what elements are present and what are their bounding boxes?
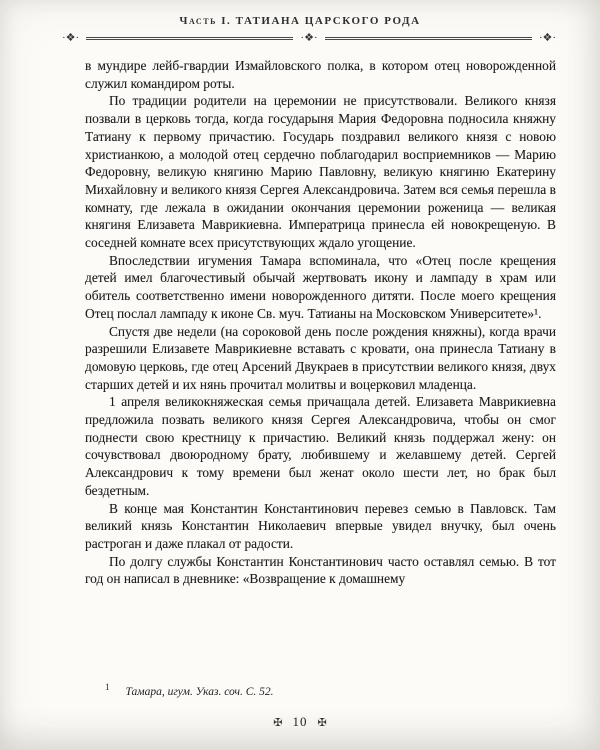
page-number-row [0, 714, 600, 730]
paragraph: Впоследствии игумения Тамара вспоминала, что «Отец после крещения детей имел благочестивый обычай жертвовать икону и лампаду в храм или обитель соответственно имени новорожденного дитяти. После моего крещения Отец послал лампаду к иконе Св. муч. Татианы на Московском Университете»¹. [85, 252, 556, 321]
ornament-center-icon: ·❖· [300, 32, 318, 44]
page-body [85, 57, 556, 588]
running-header: Часть I. ТАТИАНА ЦАРСКОГО РОДА [179, 15, 421, 27]
header-rule-right [325, 37, 532, 40]
footnote-text: Тамара, игум. Указ. соч. С. 52. [125, 685, 274, 698]
paragraph: в мундире лейб-гвардии Измайловского полка, в котором отец новорожденной служил командиром роты. [85, 58, 556, 91]
paragraph: В конце мая Константин Константинович перевез семью в Павловск. Там великий князь Константин Николаевич впервые увидел внучку, был очень растроган и даже плакал от радости. [85, 500, 556, 551]
footnote [85, 682, 556, 698]
paragraph: Спустя две недели (на сороковой день после рождения княжны), когда врачи разрешили Елизавете Маврикиевне вставать с кровати, она принесла Татиану в домовую церковь, где отец Арсений Двукраев в присутствии великого князя, двух старших детей и их нянь прочитал молитвы и воцерковил младенца. [85, 323, 556, 392]
footnote-marker: 1 [105, 682, 110, 692]
header-rule-left [86, 37, 293, 40]
header-ornament-rule [62, 33, 556, 44]
paragraph: По долгу службы Константин Константинович часто оставлял семью. В тот год он написал в дневнике: «Возвращение к домашнему [85, 553, 556, 587]
ornament-left-icon: ·❖· [62, 32, 80, 44]
paragraph: 1 апреля великокняжеская семья причащала детей. Елизавета Маврикиевна предложила позвать великого князя Сергея Александровича, чтобы он смог поднести свою крестницу к причастию. Великий князь поддержал жену: он сочувствовал двоюродному брату, любившему и желавшему детей. Сергей Александрович к тому времени был женат около шести лет, но брак был бездетным. [85, 394, 556, 498]
page-ornament-right-icon: ✠ [317, 716, 327, 729]
page-number: 10 [292, 714, 308, 729]
ornament-right-icon: ·❖· [538, 32, 556, 44]
paragraph: По традиции родители на церемонии не присутствовали. Великого князя позвали в церковь тогда, когда государыня Мария Федоровна подносила княжну Татиану к первому причастию. Государь поздравил великого князя с новою христианкою, а молодой отец сердечно поблагодарил восприемников — Марию Федоровну, великую княгиню Марию Павловну, великую княгиню Екатерину Михайловну и великого князя Сергея Александровича. Затем вся семья перешла в комнату, где лежала в ожидании окончания церемонии роженица — великая княгиня Елизавета Маврикиевна. Императрица принесла ей новокрещеную. В соседней комнате всех присутствующих ждало угощение. [85, 93, 556, 251]
page-ornament-left-icon: ✠ [273, 716, 283, 729]
